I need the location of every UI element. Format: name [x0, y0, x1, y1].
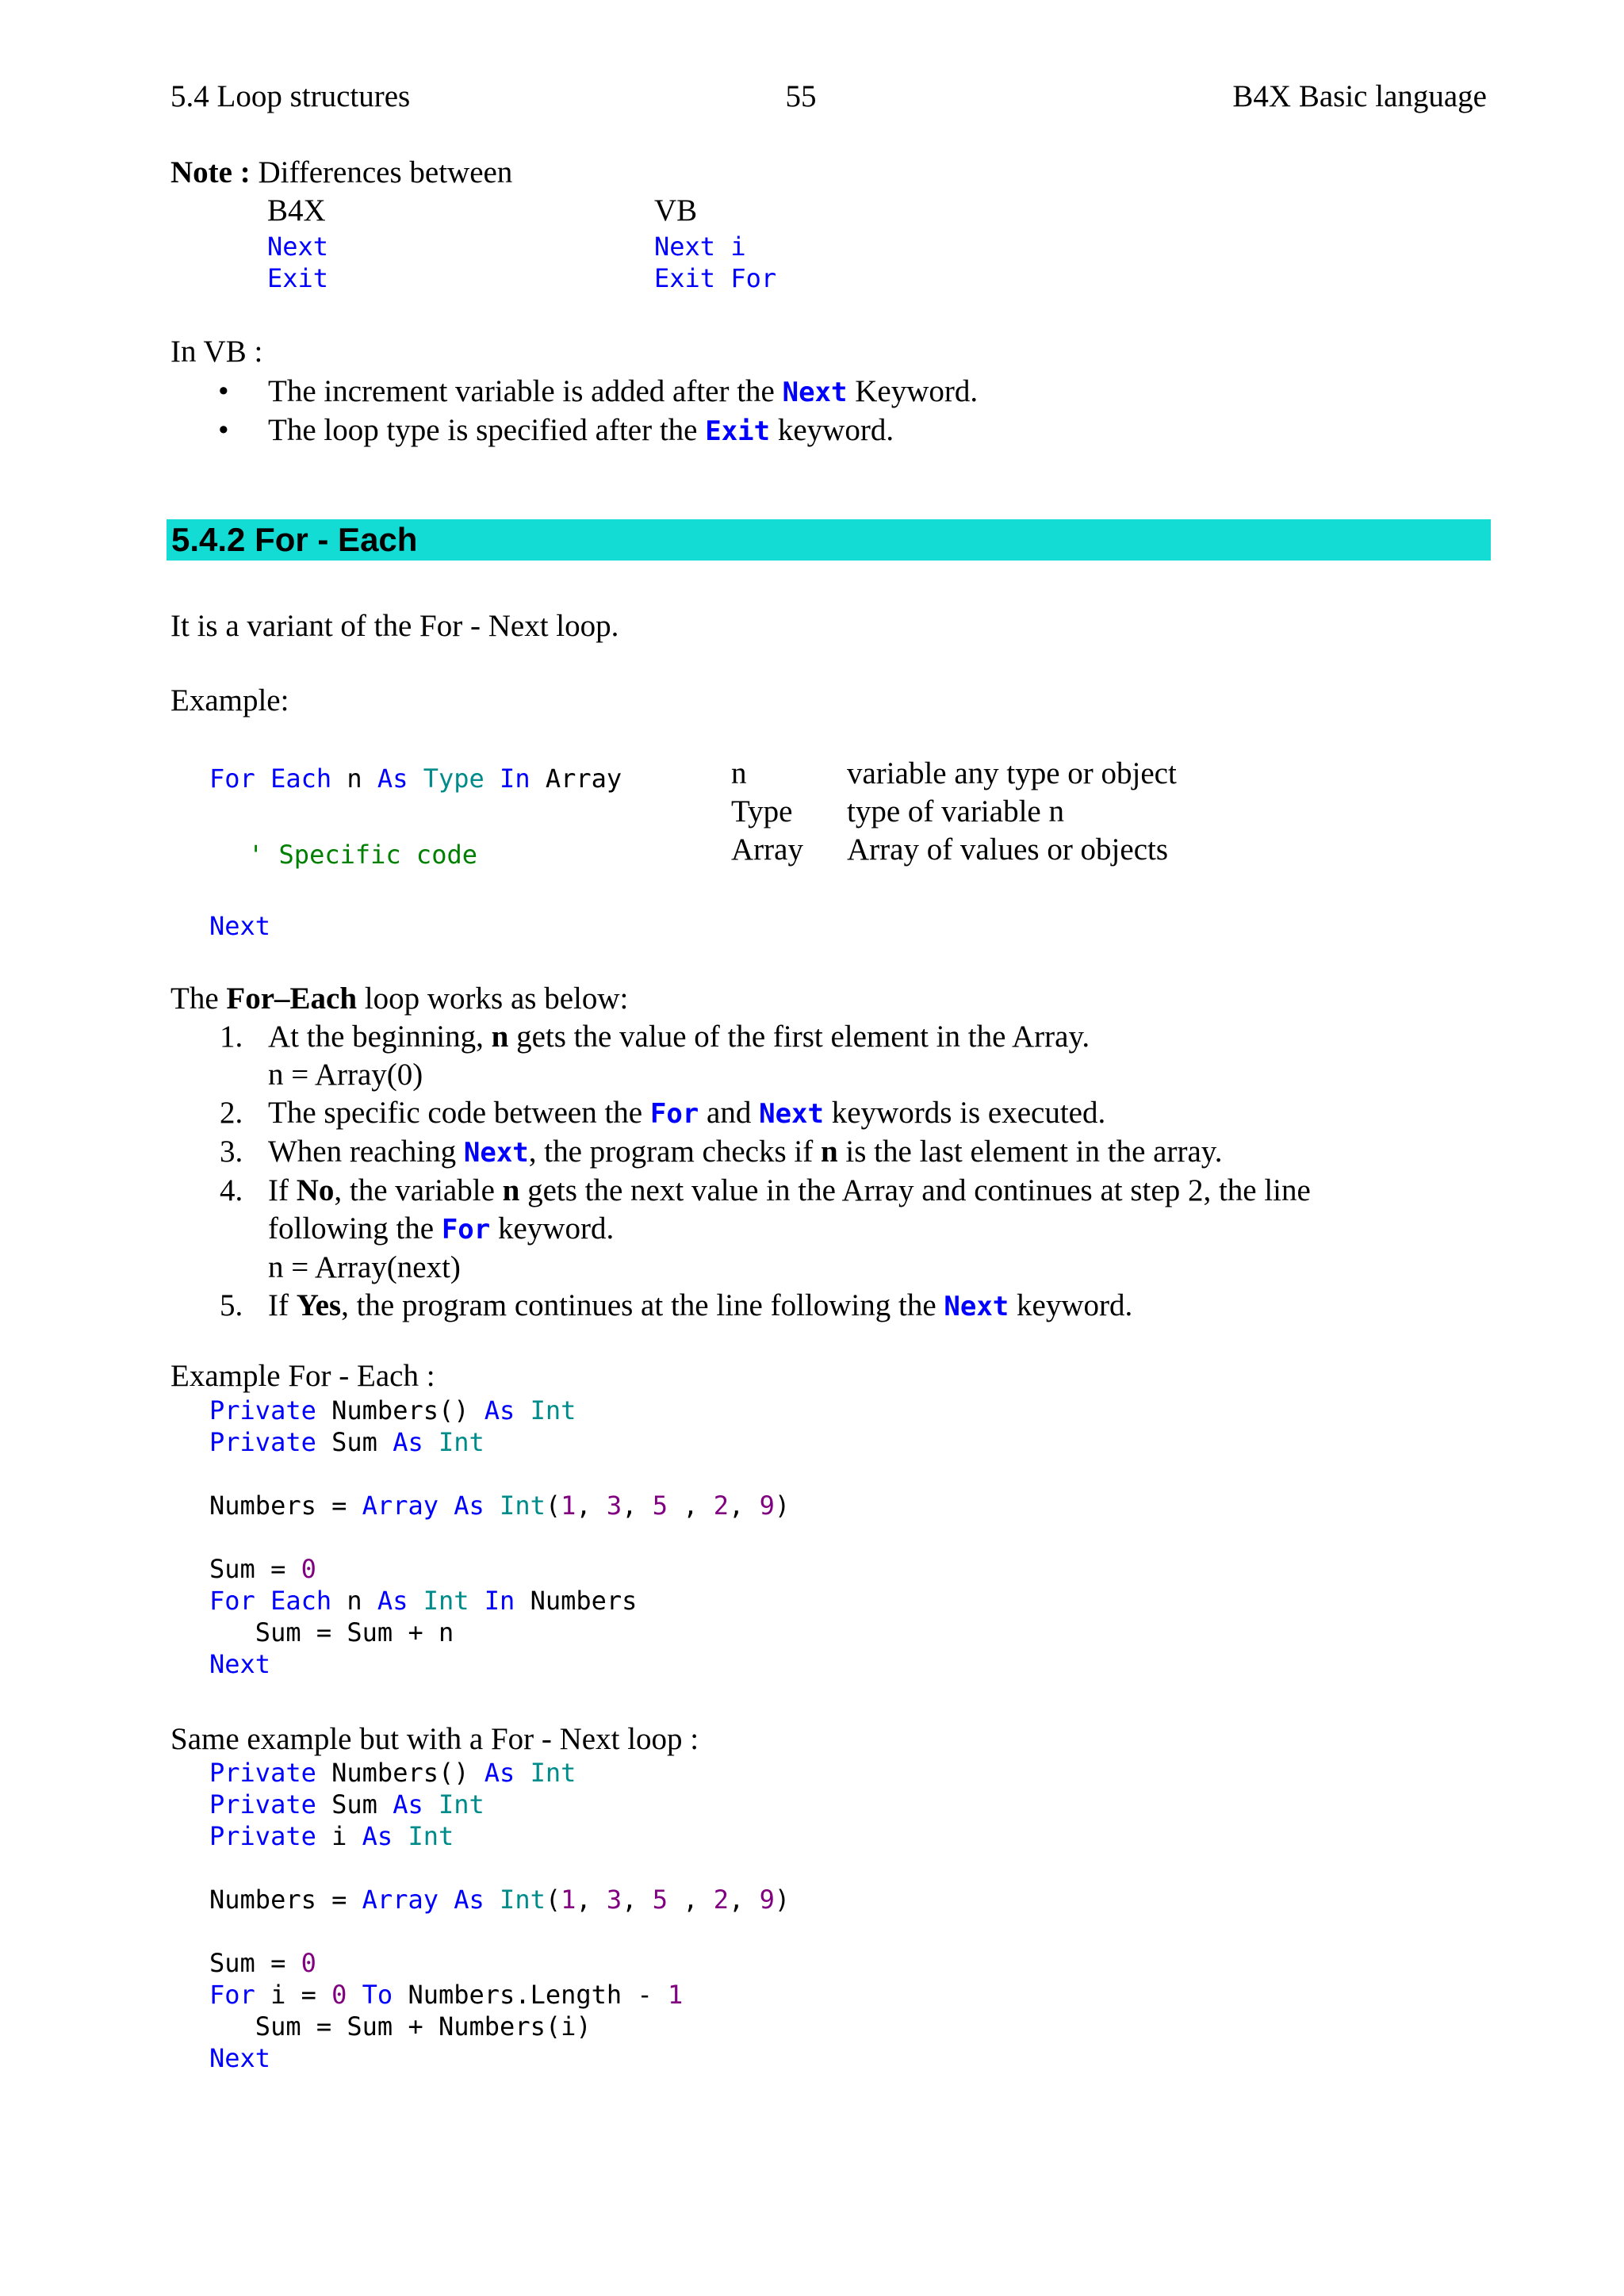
code1-comment: ' Specific code — [248, 840, 477, 870]
note-line — [170, 154, 512, 192]
step-3: 3. When reaching Next, the program checks if n is the last element in the array. — [220, 1135, 1223, 1169]
page-number: 55 — [785, 79, 817, 113]
works-steps — [170, 1018, 1487, 1326]
invb-bullet-1: • The increment variable is added after the Next Keyword. — [170, 373, 1439, 411]
code3-block — [209, 1757, 790, 2074]
code-line: Private i As Int — [209, 1821, 454, 1851]
code1-next: Next — [209, 911, 271, 941]
code-line: Sum = 0 — [209, 1948, 316, 1978]
section-heading — [167, 519, 1491, 561]
code-line: Private Numbers() As Int — [209, 1395, 576, 1425]
code-line: Sum = 0 — [209, 1554, 316, 1584]
code-line: Private Sum As Int — [209, 1427, 485, 1457]
page-header — [170, 78, 1487, 117]
note-col1-head: B4X — [267, 193, 326, 228]
note-vb-next: Next i — [654, 232, 746, 262]
code-line: For i = 0 To Numbers.Length - 1 — [209, 1980, 684, 2010]
step-2: 2. The specific code between the For and Next keywords is executed. — [220, 1096, 1106, 1130]
code-line: Next — [209, 2043, 271, 2073]
definition-list — [731, 755, 1286, 869]
code-line: Next — [209, 1649, 271, 1679]
code2-block — [209, 1395, 790, 1680]
code-line — [209, 1915, 790, 1947]
code-line: Numbers = Array As Int(1, 3, 5 , 2, 9) — [209, 1885, 791, 1915]
works-intro: The For–Each loop works as below: — [170, 982, 629, 1016]
definition-row: Array Array of values or objects — [731, 832, 1169, 867]
keyword-exit: Exit — [705, 415, 771, 447]
step-1: 1. At the beginning, n gets the value of the first element in the Array. n = Array(0) — [220, 1020, 1090, 1092]
header-book-title: B4X Basic language — [1232, 79, 1487, 113]
code-line: For Each n As Int In Numbers — [209, 1586, 638, 1616]
code-line: Sum = Sum + n — [209, 1617, 454, 1647]
note-b4x-next: Next — [267, 232, 329, 262]
code-line — [209, 1852, 790, 1884]
example3-label: Same example but with a For - Next loop : — [170, 1722, 699, 1756]
invb-intro: In VB : — [170, 335, 263, 369]
note-text: Differences between — [258, 155, 513, 189]
example2-label: Example For - Each : — [170, 1359, 435, 1393]
step-5: 5. If Yes, the program continues at the line following the Next keyword. — [220, 1288, 1133, 1322]
invb-bullet-2: • The loop type is specified after the Exit keyword. — [170, 411, 1439, 450]
note-vb-exit: Exit For — [654, 263, 777, 293]
keyword-next: Next — [782, 377, 848, 408]
code-line — [209, 1458, 790, 1490]
note-col2-head: VB — [654, 193, 698, 228]
code1-line1: For Each n As Type In Array — [209, 763, 622, 794]
code-line: Numbers = Array As Int(1, 3, 5 , 2, 9) — [209, 1490, 791, 1521]
section-title: 5.4.2 For - Each — [171, 521, 418, 558]
note-b4x-exit: Exit — [267, 263, 329, 293]
example-label: Example: — [170, 683, 289, 718]
header-section: 5.4 Loop structures — [170, 79, 411, 113]
definition-row: Type type of variable n — [731, 794, 1064, 828]
note-label: Note : — [170, 155, 251, 189]
code-line: Private Sum As Int — [209, 1789, 485, 1820]
invb-bullets — [170, 373, 1439, 450]
code-line: Sum = Sum + Numbers(i) — [209, 2011, 592, 2042]
code-line — [209, 1521, 790, 1553]
definition-row: n variable any type or object — [731, 756, 1177, 790]
step-4: 4. If No, the variable n gets the next value in the Array and continues at step 2, the line following the For keyword. n = Array(next) — [220, 1173, 1311, 1284]
code-line: Private Numbers() As Int — [209, 1758, 576, 1788]
intro-text: It is a variant of the For - Next loop. — [170, 609, 619, 643]
